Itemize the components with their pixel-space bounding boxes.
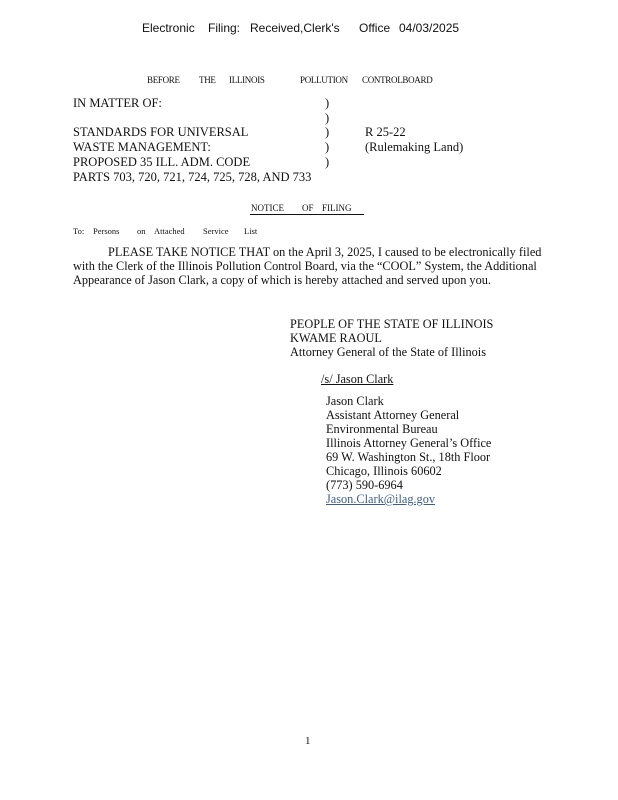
to-word: To: (73, 226, 85, 236)
notice-word: NOTICE (251, 203, 284, 213)
body-line: PLEASE TAKE NOTICE THAT on the April 3, 2025, I caused to be electronically filed (108, 245, 542, 259)
caption-paren: ) (325, 96, 330, 110)
caption-paren: ) (325, 125, 330, 139)
filing-office: Office (359, 21, 391, 35)
notice-word: OF (302, 203, 314, 213)
attorney-general-title: Attorney General of the State of Illinois (290, 345, 487, 359)
electronic-signature: /s/ Jason Clark (321, 372, 394, 386)
notice-title (250, 203, 364, 215)
caption-paren: ) (325, 111, 330, 125)
board-word: CONTROLBOARD (362, 75, 433, 85)
to-word: Attached (154, 226, 185, 236)
notice-word: FILING (322, 203, 352, 213)
to-word: Service (203, 226, 229, 236)
signer-line: (773) 590-6964 (326, 478, 403, 492)
caption-line: WASTE MANAGEMENT: (73, 140, 211, 154)
to-word: Persons (93, 226, 120, 236)
caption-paren: ) (325, 155, 330, 169)
board-word: POLLUTION (300, 75, 348, 85)
case-type: (Rulemaking Land) (365, 140, 464, 154)
board-word: BEFORE (147, 75, 180, 85)
caption-paren: ) (325, 140, 330, 154)
case-number: R 25-22 (365, 125, 406, 139)
attorney-general-name: KWAME RAOUL (290, 331, 382, 345)
board-word: THE (199, 75, 216, 85)
signer-line: Jason Clark (326, 394, 384, 408)
email-link[interactable]: Jason.Clark@ilag.gov (326, 492, 436, 506)
body-line: with the Clerk of the Illinois Pollution Control Board, via the “COOL” System, the Additional (73, 259, 537, 273)
caption-line: PROPOSED 35 ILL. ADM. CODE (73, 155, 251, 169)
filing-date: 04/03/2025 (399, 21, 460, 35)
caption-line: PARTS 703, 720, 721, 724, 725, 728, AND 733 (73, 170, 312, 184)
to-word: List (244, 226, 258, 236)
board-word: ILLINOIS (229, 75, 265, 85)
filing-received: Received,Clerk's (250, 21, 340, 35)
filing-electronic: Electronic (142, 21, 195, 35)
body-line: Appearance of Jason Clark, a copy of which is hereby attached and served upon you. (73, 273, 491, 287)
to-word: on (137, 226, 146, 236)
signer-line: 69 W. Washington St., 18th Floor (326, 450, 491, 464)
caption-line: STANDARDS FOR UNIVERSAL (73, 125, 249, 139)
signer-line: Environmental Bureau (326, 422, 438, 436)
filing-label: Filing: (208, 21, 241, 35)
signer-line: Illinois Attorney General’s Office (326, 436, 492, 450)
signer-line: Assistant Attorney General (326, 408, 460, 422)
party-name: PEOPLE OF THE STATE OF ILLINOIS (290, 317, 494, 331)
signer-line: Chicago, Illinois 60602 (326, 464, 442, 478)
page-number: 1 (305, 735, 311, 747)
caption-line: IN MATTER OF: (73, 96, 162, 110)
